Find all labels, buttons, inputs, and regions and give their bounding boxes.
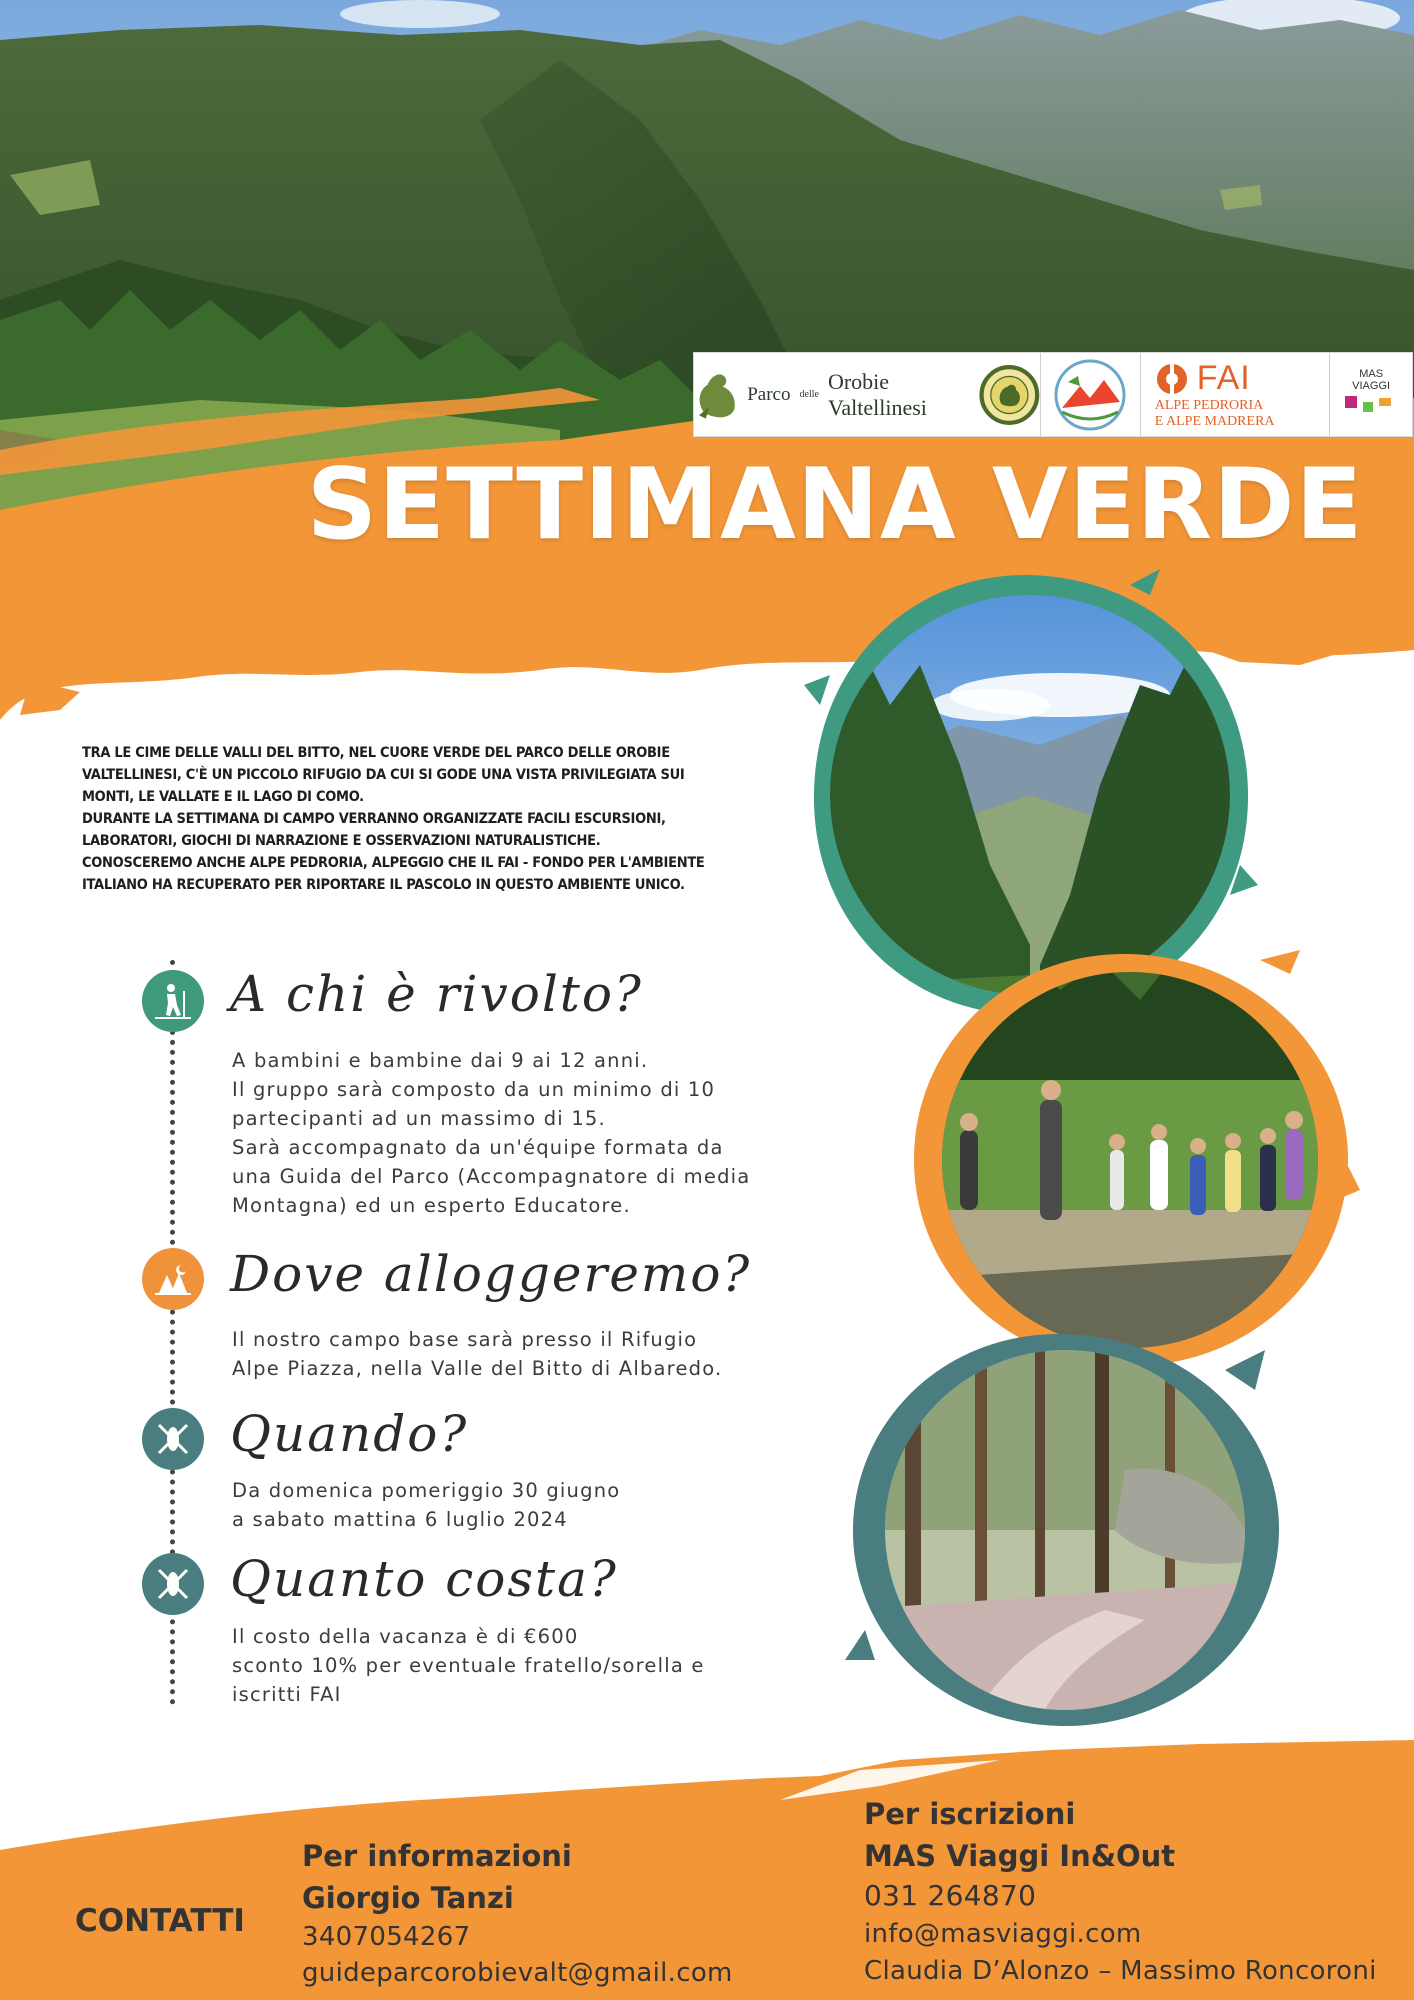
section-body-quanto xyxy=(232,1622,832,1709)
fai-line-1: ALPE PEDRORIA xyxy=(1154,398,1264,413)
mas-logo-text-2: VIAGGI xyxy=(1352,379,1391,392)
grouse-bird-icon xyxy=(694,363,741,427)
contacts-label: CONTATTI xyxy=(75,1903,245,1939)
guida-del-parco-seal-icon xyxy=(979,359,1040,431)
section-line: Il costo della vacanza è di €600 xyxy=(232,1625,579,1648)
section-line: sconto 10% per eventuale fratello/sorella e xyxy=(232,1654,705,1677)
intro-line: TRA LE CIME DELLE VALLI DEL BITTO, NEL CUORE VERDE DEL PARCO DELLE OROBIE xyxy=(82,745,670,761)
mas-logo-text-1: MAS xyxy=(1359,367,1384,380)
camp-tent-icon xyxy=(142,1248,204,1310)
fai-name: FAI xyxy=(1196,359,1251,397)
section-body-a-chi xyxy=(232,1046,832,1220)
section-title-quando: Quando? xyxy=(230,1405,469,1463)
info-name: Giorgio Tanzi xyxy=(302,1881,514,1915)
collegio-guide-logo xyxy=(1041,353,1141,436)
contact-iscrizioni-block xyxy=(864,1793,1377,1989)
info-email[interactable]: guideparcorobievalt@gmail.com xyxy=(302,1958,733,1988)
iscrizioni-agency: MAS Viaggi In&Out xyxy=(864,1839,1176,1873)
photo-kids-meadow xyxy=(900,950,1360,1370)
intro-line: MONTI, LE VALLATE E IL LAGO DI COMO. xyxy=(82,789,364,805)
intro-line: CONOSCEREMO ANCHE ALPE PEDRORIA, ALPEGGIO CHE IL FAI - FONDO PER L'AMBIENTE xyxy=(82,855,705,871)
parco-logo-text-2: delle xyxy=(799,389,819,400)
section-line: A bambini e bambine dai 9 ai 12 anni. xyxy=(232,1049,649,1072)
intro-line: ITALIANO HA RECUPERATO PER RIPORTARE IL PASCOLO IN QUESTO AMBIENTE UNICO. xyxy=(82,877,685,893)
parco-orobie-logo xyxy=(694,353,1041,436)
mas-colorful-shapes-icon xyxy=(1341,392,1401,422)
section-line: Il nostro campo base sarà presso il Rifugio xyxy=(232,1328,698,1351)
section-line: Montagna) ed un esperto Educatore. xyxy=(232,1194,631,1217)
info-heading: Per informazioni xyxy=(302,1839,572,1873)
page-title: SETTIMANA VERDE xyxy=(306,448,1364,562)
canoe-paddles-icon xyxy=(142,1553,204,1615)
iscrizioni-phone[interactable]: 031 264870 xyxy=(864,1879,1037,1912)
fai-line-2: E ALPE MADRERA xyxy=(1154,414,1275,429)
hiker-icon xyxy=(142,970,204,1032)
section-line: a sabato mattina 6 luglio 2024 xyxy=(232,1508,568,1531)
iscrizioni-people: Claudia D’Alonzo – Massimo Roncoroni xyxy=(864,1956,1377,1986)
collegio-guide-seal-icon xyxy=(1048,356,1132,434)
mas-viaggi-logo xyxy=(1330,353,1412,436)
section-title-quanto: Quanto costa? xyxy=(230,1550,618,1608)
section-title-a-chi: A chi è rivolto? xyxy=(230,965,643,1023)
canoe-paddles-icon xyxy=(142,1408,204,1470)
iscrizioni-heading: Per iscrizioni xyxy=(864,1797,1076,1831)
contact-info-block xyxy=(302,1835,733,1991)
intro-paragraph xyxy=(82,742,712,896)
photo-forest-trail xyxy=(845,1330,1285,1730)
iscrizioni-email[interactable]: info@masviaggi.com xyxy=(864,1919,1142,1949)
intro-line: LABORATORI, GIOCHI DI NARRAZIONE E OSSERVAZIONI NATURALISTICHE. xyxy=(82,833,601,849)
fai-emblem-icon xyxy=(1155,362,1189,396)
intro-line: VALTELLINESI, C'È UN PICCOLO RIFUGIO DA CUI SI GODE UNA VISTA PRIVILEGIATA SUI xyxy=(82,767,685,783)
section-line: Il gruppo sarà composto da un minimo di 10 xyxy=(232,1078,716,1101)
section-line: Alpe Piazza, nella Valle del Bitto di Albaredo. xyxy=(232,1357,723,1380)
section-body-dove xyxy=(232,1325,832,1383)
section-line: Da domenica pomeriggio 30 giugno xyxy=(232,1479,621,1502)
section-line: Sarà accompagnato da un'équipe formata da xyxy=(232,1136,724,1159)
partner-logos-strip xyxy=(693,352,1413,437)
section-line: partecipanti ad un massimo di 15. xyxy=(232,1107,606,1130)
parco-logo-text-3: Orobie Valtellinesi xyxy=(827,368,927,420)
intro-line: DURANTE LA SETTIMANA DI CAMPO VERRANNO ORGANIZZATE FACILI ESCURSIONI, xyxy=(82,811,666,827)
fai-logo xyxy=(1141,353,1331,436)
section-body-quando xyxy=(232,1476,832,1534)
section-title-dove: Dove alloggeremo? xyxy=(230,1245,752,1303)
section-line: una Guida del Parco (Accompagnatore di media xyxy=(232,1165,751,1188)
parco-logo-text-1: Parco xyxy=(747,383,791,405)
section-line: iscritti FAI xyxy=(232,1683,342,1706)
info-phone[interactable]: 3407054267 xyxy=(302,1922,471,1952)
